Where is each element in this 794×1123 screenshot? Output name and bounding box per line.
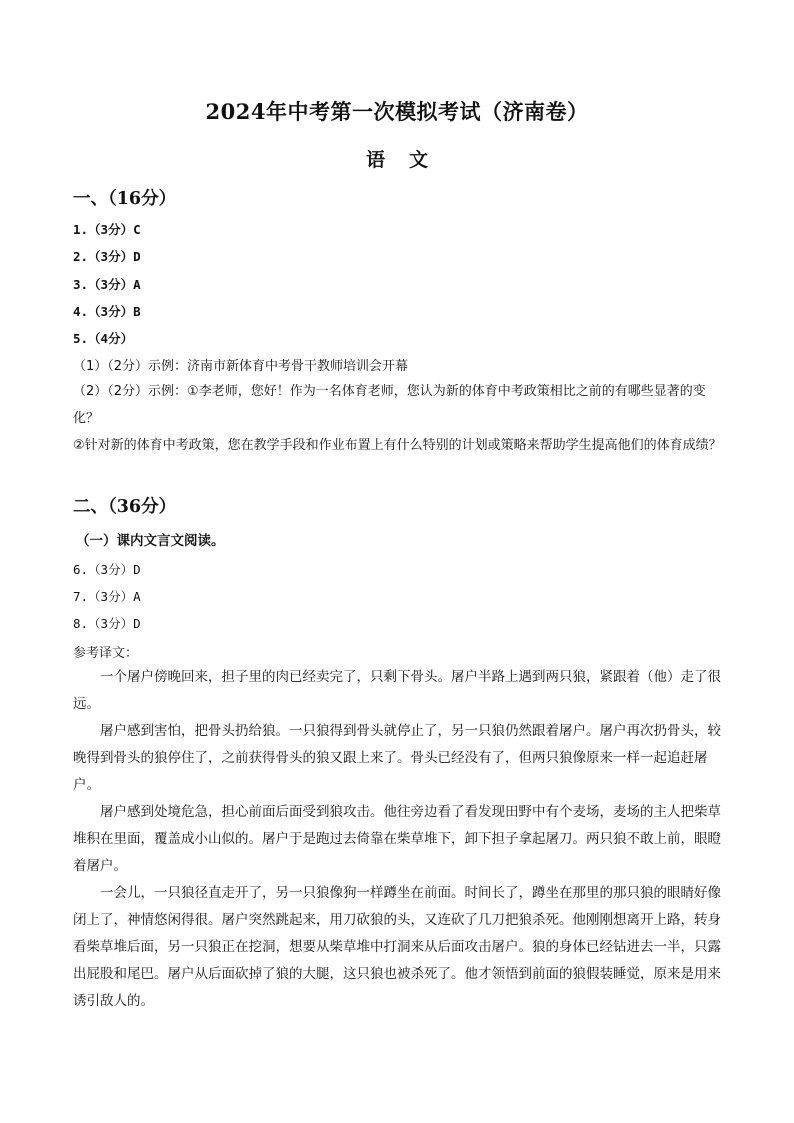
- translation-paragraph-2: 屠户感到害怕，把骨头扔给狼。一只狼得到骨头就停止了，另一只狼仍然跟着屠户。屠户再次扔骨头，较晚得到骨头的狼停住了，之前获得骨头的狼又跟上来了。骨头已经没有了，但两只狼像原来一样一起追赶屠户。: [73, 723, 721, 793]
- translation-paragraph-3: 屠户感到处境危急，担心前面后面受到狼攻击。他往旁边看了看发现田野中有个麦场，麦场的主人把柴草堆积在里面，覆盖成小山似的。屠户于是跑过去倚靠在柴草堆下，卸下担子拿起屠刀。两只狼不敢上前，眼瞪着屠户。: [73, 804, 721, 874]
- answer-5: 5.（4分）: [73, 331, 134, 346]
- answer-5-part-1: （1）（2分）示例：济南市新体育中考骨干教师培训会开幕: [73, 359, 409, 374]
- answer-2: 2.（3分）D: [73, 249, 141, 264]
- answer-6: 6.（3分）D: [73, 562, 141, 577]
- translation-label: 参考译文：: [73, 646, 139, 661]
- section-1-heading: 一、（16分）: [73, 189, 177, 209]
- answer-7: 7.（3分）A: [73, 589, 141, 604]
- answer-4: 4.（3分）B: [73, 304, 141, 319]
- answer-8: 8.（3分）D: [73, 616, 141, 631]
- translation-paragraph-1: 一个屠户傍晚回来，担子里的肉已经卖完了，只剩下骨头。屠户半路上遇到两只狼，紧跟着（他）走了很远。: [73, 669, 721, 712]
- page-title: 2024年中考第一次模拟考试（济南卷）: [205, 99, 589, 124]
- answer-5-part-2: （2）（2分）示例：①李老师，您好！作为一名体育老师，您认为新的体育中考政策相比之前的有哪些显著的变化？: [73, 384, 706, 426]
- answer-5-part-3: ②针对新的体育中考政策，您在教学手段和作业布置上有什么特别的计划或策略来帮助学生提高他们的体育成绩？: [73, 438, 722, 453]
- answer-1: 1.（3分）C: [73, 222, 141, 237]
- subject-title: 语文: [365, 149, 452, 171]
- section-2-subheading: （一）课内文言文阅读。: [76, 533, 225, 549]
- section-2-heading: 二、（36分）: [73, 497, 177, 517]
- answer-3: 3.（3分）A: [73, 277, 141, 292]
- translation-paragraph-4: 一会儿，一只狼径直走开了，另一只狼像狗一样蹲坐在前面。时间长了，蹲坐在那里的那只狼的眼睛好像闭上了，神情悠闲得很。屠户突然跳起来，用刀砍狼的头，又连砍了几刀把狼杀死。他刚刚想离开上路，转身看柴草堆后面，另一只狼正在挖洞，想要从柴草堆中打洞来从后面攻击屠户。狼的身体已经钻进去一半，只露出屁股和尾巴。屠户从后面砍掉了狼的大腿，这只狼也被杀死了。他才领悟到前面的狼假装睡觉，原来是用来诱引敌人的。: [73, 885, 721, 1009]
